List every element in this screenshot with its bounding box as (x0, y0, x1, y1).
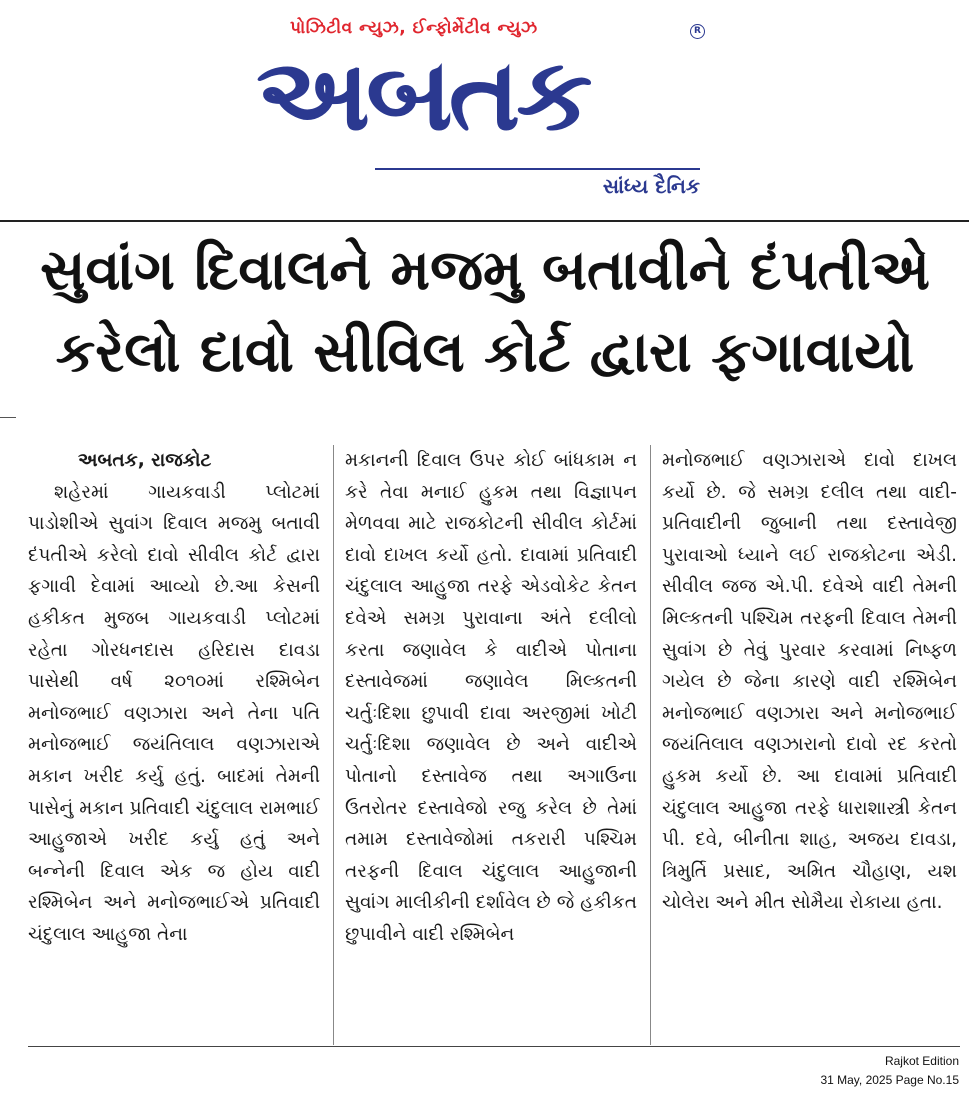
column-divider (333, 445, 334, 1045)
page-footer (820, 1052, 959, 1090)
article-body (0, 445, 969, 1045)
registered-mark-icon: R (690, 24, 705, 39)
headline-line-1: સુવાંગ દિવાલને મજમુ બતાવીને દંપતીએ (40, 238, 930, 303)
date-page-label: 31 May, 2025 Page No.15 (820, 1073, 959, 1087)
bottom-divider (28, 1046, 960, 1047)
article-column-3 (662, 445, 957, 1045)
article-headline (10, 230, 960, 394)
headline-line-2: કરેલો દાવો સીવિલ કોર્ટ દ્વારા ફગાવાયો (55, 320, 915, 385)
newspaper-logo: અબતક (256, 37, 589, 153)
edition-label: Rajkot Edition (884, 1054, 959, 1068)
article-column-2 (345, 445, 637, 1045)
article-column-1 (28, 445, 320, 1045)
article-dateline: અબતક, રાજકોટ (78, 450, 212, 471)
masthead (256, 18, 710, 203)
article-paragraph: મનોજભાઈ વણઝારાએ દાવો દાખલ કર્યો છે. જે સમગ્ર દલીલ તથા વાદી-પ્રતિવાદીની જુબાની તથા દસ્તાવેજી પુરાવાઓ ધ્યાને લઈ રાજકોટના એડી. સીવીલ જજ એ.પી. દવેએ વાદી તેમની મિલ્કતની પશ્ચિમ તરફની દિવાલ તેમની સુવાંગ છે તેવું પુરવાર કરવામાં નિષ્ફળ ગયેલ છે જેના કારણે વાદી રશ્મિબેન મનોજભાઈ વણઝારા અને મનોજભાઈ જયંતિલાલ વણઝારાનો દાવો રદ કરતો હુકમ કર્યો છે. આ દાવામાં પ્રતિવાદી ચંદુલાલ આહુજા તરફે ધારાશાસ્ત્રી કેતન પી. દવે, બીનીતા શાહ, અજય દાવડા, ત્રિમુર્તિ પ્રસાદ, અમિત ચૌહાણ, યશ ચોલેરા અને મીત સોમૈયા રોકાયા હતા. (662, 450, 957, 914)
article-paragraph: શહેરમાં ગાયકવાડી પ્લોટમાં પાડોશીએ સુવાંગ દિવાલ મજમુ બતાવી દંપતીએ કરેલો દાવો સીવીલ કોર્ટ દ્વારા ફગાવી દેવામાં આવ્યો છે.આ કેસની હકીકત મુજબ ગાયકવાડી પ્લોટમાં રહેતા ગોરધનદાસ હરિદાસ દાવડા પાસેથી વર્ષ ૨૦૧૦માં રશ્મિબેન મનોજભાઈ વણઝારા અને તેના પતિ મનોજભાઈ જયંતિલાલ વણઝારાએ મકાન ખરીદ કર્યુ હતું. બાદમાં તેમની પાસેનું મકાન પ્રતિવાદી ચંદુલાલ રામભાઈ આહુજાએ ખરીદ કર્યુ હતું અને બન્નેની દિવાલ એક જ હોય વાદી રશ્મિબેન અને મનોજભાઈએ પ્રતિવાદી ચંદુલાલ આહુજા તેના (28, 481, 320, 945)
masthead-tagline: પોઝિટીવ ન્યુઝ, ઈન્ફોર્મેટીવ ન્યુઝ (290, 18, 538, 38)
top-divider (0, 220, 969, 222)
masthead-subtag: સાંધ્ય દૈનિક (602, 174, 700, 198)
margin-mark (0, 417, 16, 418)
column-divider (650, 445, 651, 1045)
logo-underline (375, 168, 700, 170)
article-paragraph: મકાનની દિવાલ ઉપર કોઈ બાંધકામ ન કરે તેવા મનાઈ હુકમ તથા વિજ્ઞાપન મેળવવા માટે રાજકોટની સીવીલ કોર્ટમાં દાવો દાખલ કર્યો હતો. દાવામાં પ્રતિવાદી ચંદુલાલ આહુજા તરફે એડવોકેટ કેતન દવેએ સમગ્ર પુરાવાના અંતે દલીલો કરતા જણાવેલ કે વાદીએ પોતાના દસ્તાવેજમાં જણાવેલ મિલ્કતની ચર્તુઃદિશા છુપાવી દાવા અરજીમાં ખોટી ચર્તુઃદિશા જણાવેલ છે અને વાદીએ પોતાનો દસ્તાવેજ તથા અગાઉના ઉતરોતર દસ્તાવેજો રજુ કરેલ છે તેમાં તમામ દસ્તાવેજોમાં તકરારી પશ્ચિમ તરફની દિવાલ ચંદુલાલ આહુજાની સુવાંગ માલીકીની દર્શાવેલ છે જે હકીકત છુપાવીને વાદી રશ્મિબેન (345, 450, 637, 945)
